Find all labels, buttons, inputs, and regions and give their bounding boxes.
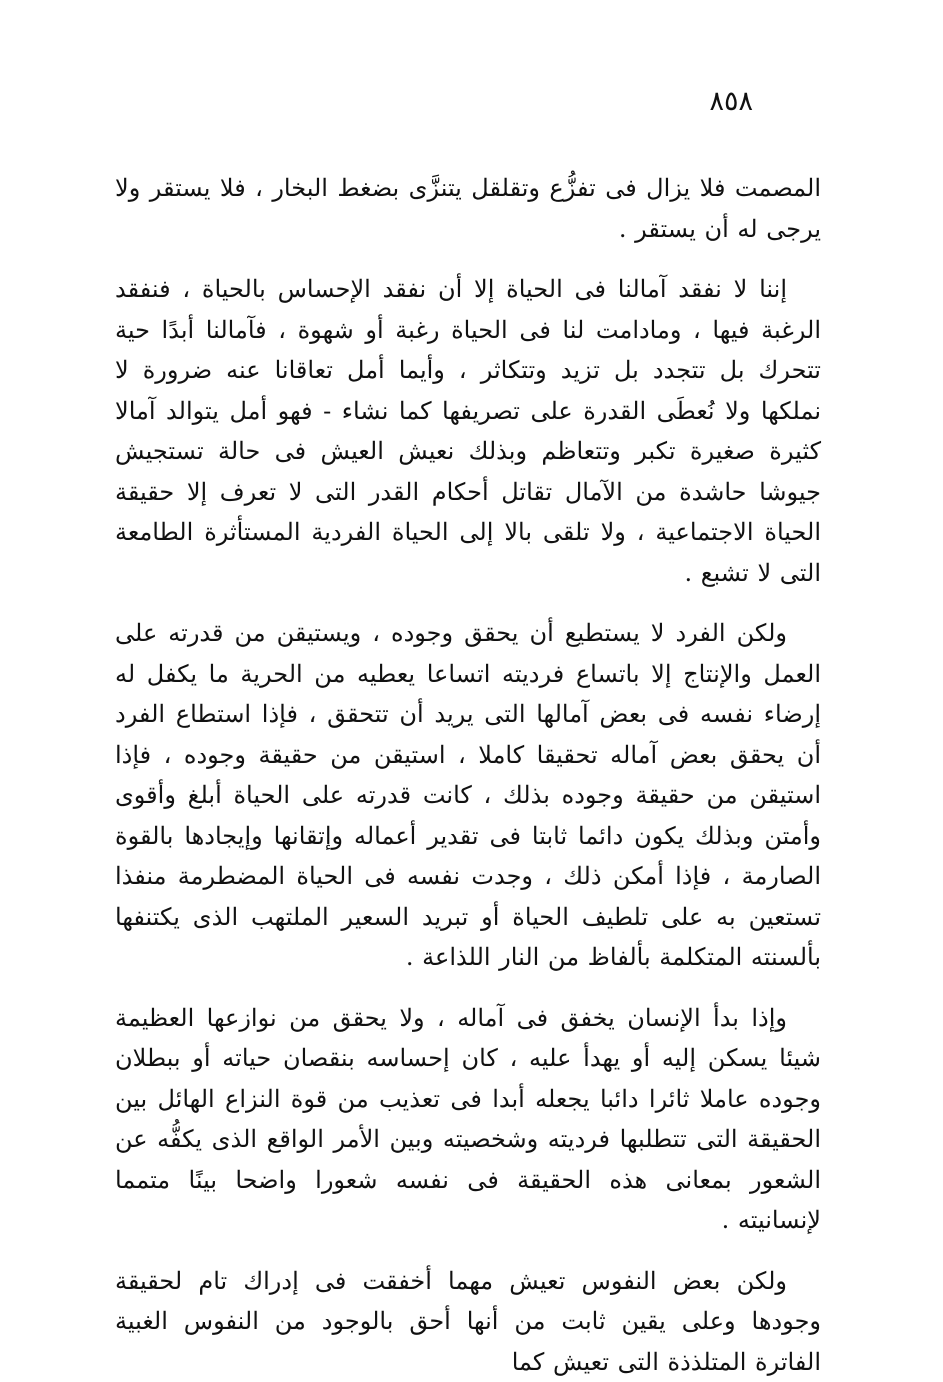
body-paragraph-4: وإذا بدأ الإنسان يخفق فى آماله ، ولا يحقق من نوازعها العظيمة شيئا يسكن إليه أو يهدأ عليه ، كان إحساسه بنقصان حياته أو ببطلان وجوده عاملا ثائرا دائبا يجعله أبدا فى تعذيب من قوة النزاع الهائل بين الحقيقة التى تتطلبها فرديته وشخصيته وبين الأمر الواقع الذى يكفُّه عن الشعور بمعانى هذه الحقيقة فى نفسه شعورا واضحا بينًا متمما لإنسانيته .	[115, 998, 821, 1241]
body-paragraph-2: إننا لا نفقد آمالنا فى الحياة إلا أن نفقد الإحساس بالحياة ، فنفقد الرغبة فيها ، ومادامت لنا فى الحياة رغبة أو شهوة ، فآمالنا أبدًا حية تتحرك بل تتجدد بل تزيد وتتكاثر ، وأيما أمل تعاقانا عنه ضرورة لا نملكها ولا نُعطَى القدرة على تصريفها كما نشاء - فهو أمل يتوالد آمالا كثيرة صغيرة تكبر وتتعاظم وبذلك نعيش العيش فى حالة تستجيش جيوشا حاشدة من الآمال تقاتل أحكام القدر التى لا تعرف إلا حقيقة الحياة الاجتماعية ، ولا تلقى بالا إلى الحياة الفردية المستأثرة الطامعة التى لا تشبع .	[115, 269, 821, 593]
body-paragraph-3: ولكن الفرد لا يستطيع أن يحقق وجوده ، ويستيقن من قدرته على العمل والإنتاج إلا باتساع فرديته اتساعا يعطيه من الحرية ما يكفل له إرضاء نفسه فى بعض آمالها التى يريد أن تتحقق ، فإذا استطاع الفرد أن يحقق بعض آماله تحقيقا كاملا ، استيقن من حقيقة وجوده ، فإذا استيقن من حقيقة وجوده بذلك ، كانت قدرته على الحياة أبلغ وأقوى وأمتن وبذلك يكون دائما ثابتا فى تقدير أعماله وإتقانها وإيجادها بالقوة الصارمة ، فإذا أمكن ذلك ، وجدت نفسه فى الحياة المضطرمة منفذا تستعين به على تلطيف الحياة أو تبريد السعير الملتهب الذى يكتنفها بألسنته المتكلمة بألفاظ من النار اللذاعة .	[115, 613, 821, 978]
page-number: ٨٥٨	[709, 86, 753, 117]
body-paragraph-5: ولكن بعض النفوس تعيش مهما أخفقت فى إدراك تام لحقيقة وجودها وعلى يقين ثابت من أنها أحق بالوجود من النفوس الغبية الفاترة المتلذذة التى تعيش كما	[115, 1261, 821, 1382]
body-paragraph-1: المصمت فلا يزال فى تفزُّع وتقلقل يتنزَّى بضغط البخار ، فلا يستقر ولا يرجى له أن يستقر .	[115, 168, 821, 249]
page-body	[115, 168, 821, 1382]
